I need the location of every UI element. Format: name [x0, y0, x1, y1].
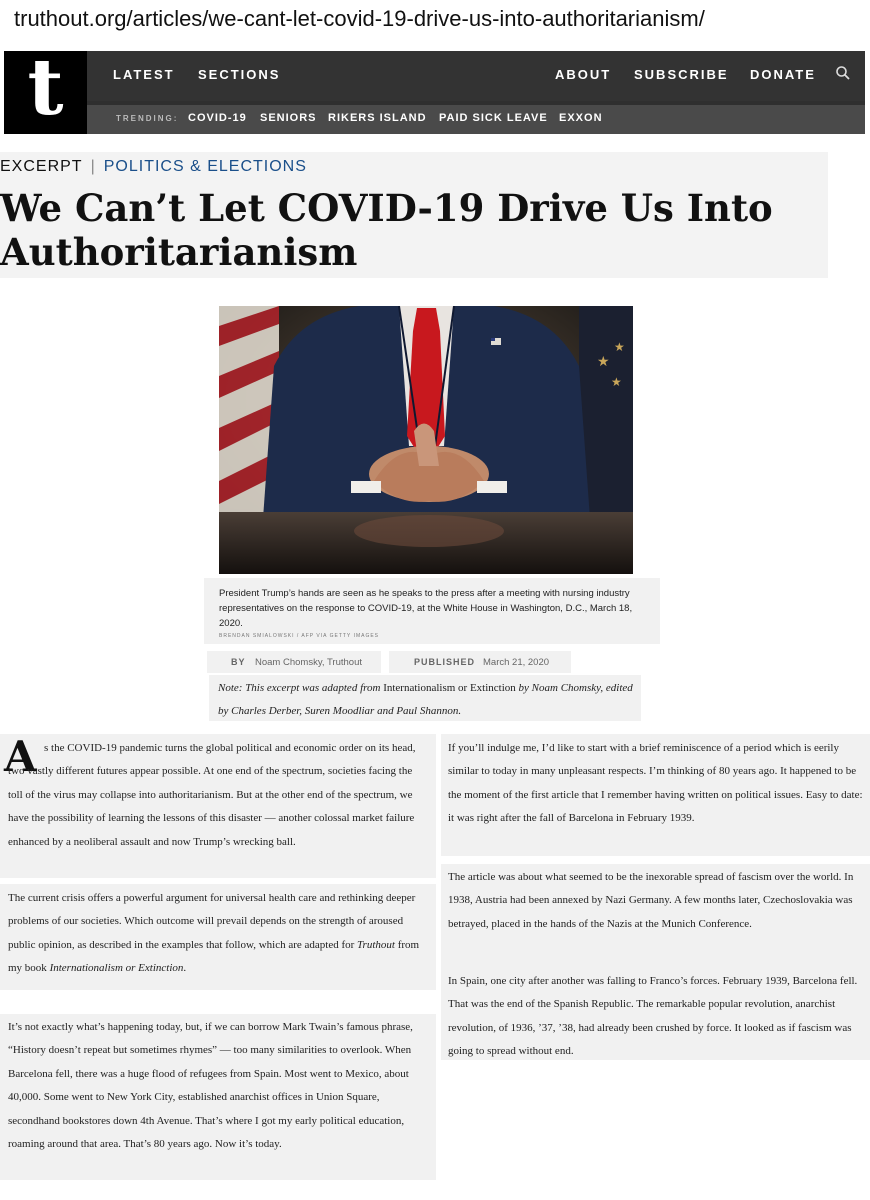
published-date: March 21, 2020	[483, 657, 550, 668]
right-paragraph-2: The article was about what seemed to be the inexorable spread of fascism over the world. In 1938, Austria had been annexed by Nazi Germany. A few months later, Czechoslovakia was betrayed, placed in the hands of the Nazis at the Munich Conference.	[448, 871, 854, 930]
trending-seniors[interactable]: SENIORS	[260, 112, 317, 124]
trending-rikers[interactable]: RIKERS ISLAND	[328, 112, 427, 124]
site-header	[4, 41, 865, 134]
search-icon[interactable]	[835, 65, 851, 81]
trending-covid[interactable]: COVID-19	[188, 112, 247, 124]
trending-bar	[87, 105, 865, 134]
photo-credit: BRENDAN SMIALOWSKI / AFP VIA GETTY IMAGES	[219, 633, 380, 639]
left-paragraph-2	[8, 887, 428, 981]
p2-text-c: from my book	[8, 938, 420, 975]
nav-subscribe[interactable]: SUBSCRIBE	[634, 67, 729, 82]
kicker-section-link[interactable]: POLITICS & ELECTIONS	[103, 158, 307, 175]
svg-text:★: ★	[614, 340, 625, 354]
p2-truthout: Truthout	[357, 938, 395, 951]
svg-text:★: ★	[597, 353, 610, 369]
byline-label: BY	[231, 657, 246, 667]
note-pre: Note: This excerpt was adapted from	[218, 682, 381, 694]
right-paragraph-1: If you’ll indulge me, I’d like to start with a brief reminiscence of a period which is eerily similar to today in many unpleasant respects. I’m thinking of 80 years ago. It happened to be the moment of the first article that I remember having written on political issues. Easy to date: it was right after the fall of Barcelona in February 1939.	[448, 742, 863, 825]
p2-text-e: .	[183, 962, 187, 975]
nav-latest[interactable]: LATEST	[113, 67, 175, 82]
published-label: PUBLISHED	[414, 657, 476, 667]
nav-about[interactable]: ABOUT	[555, 67, 612, 82]
drop-cap: A	[4, 732, 37, 781]
article-photo	[219, 306, 633, 574]
kicker-type: EXCERPT	[0, 158, 83, 175]
left-paragraph-3: It’s not exactly what’s happening today, but, if we can borrow Mark Twain’s famous phrase, “History doesn’t repeat but sometimes rhymes” — too many similarities to overlook. When Barcelona fell, there was a huge flood of refugees from Spain. Most went to Mexico, about 40,000. Some went to New York City, established anarchist offices in Union Square, secondhand bookstores down 4th Avenue. That’s where I got my early political education, roaming around that area. That’s 80 years ago. Now it’s today.	[8, 1021, 413, 1151]
trending-exxon[interactable]: EXXON	[559, 112, 603, 124]
svg-text:★: ★	[611, 375, 622, 389]
article-headline: We Can’t Let COVID-19 Drive Us Into Authoritarianism	[0, 186, 773, 274]
note-book-title[interactable]: Internationalism or Extinction	[383, 682, 516, 694]
right-paragraph-3: In Spain, one city after another was falling to Franco’s forces. February 1939, Barcelona fell. That was the end of the Spanish Republic. The remarkable popular revolution, anarchist revolution, of 1936, ’37, ’38, had already been crushed by force. It looked as if fascism was going to spread without end.	[448, 975, 858, 1058]
p2-book-title: Internationalism or Extinction	[49, 962, 184, 975]
article-kicker	[0, 158, 307, 176]
browser-url[interactable]: truthout.org/articles/we-cant-let-covid-19-drive-us-into-authoritarianism/	[14, 6, 705, 31]
trending-paid-sick-leave[interactable]: PAID SICK LEAVE	[439, 112, 548, 124]
logo-letter: t	[27, 41, 64, 133]
truthout-logo[interactable]	[4, 41, 87, 134]
photo-caption: President Trump’s hands are seen as he speaks to the press after a meeting with nursing industry representatives on the response to COVID-19, at the White House in Washington, D.C., March 18, 2020.	[219, 588, 633, 629]
nav-sections[interactable]: SECTIONS	[198, 67, 281, 82]
note-post: by Noam Chomsky, edited by Charles Derber, Suren Moodliar and Paul Shannon.	[218, 682, 633, 717]
trending-label: TRENDING:	[116, 114, 179, 123]
p2-text-a: The current crisis offers a powerful argument for universal health care and rethinking deeper problems of our societies. Which outcome will prevail depends on the strength of aroused public opinion, as described in the examples that follow, which are adapted for	[8, 892, 416, 951]
byline-author[interactable]: Noam Chomsky, Truthout	[255, 657, 363, 668]
nav-donate[interactable]: DONATE	[750, 67, 816, 82]
kicker-separator: |	[90, 158, 96, 175]
left-paragraph-1: s the COVID-19 pandemic turns the global political and economic order on its head, two vastly different futures appear possible. At one end of the spectrum, societies facing the toll of the virus may collapse into authoritarianism. But at the other end of the spectrum, we have the possibility of learning the lessons of this disaster — another colossal market failure enhanced by a neoliberal assault and now Trump’s wrecking ball.	[8, 742, 416, 848]
editor-note	[218, 677, 638, 723]
main-nav	[87, 51, 865, 101]
